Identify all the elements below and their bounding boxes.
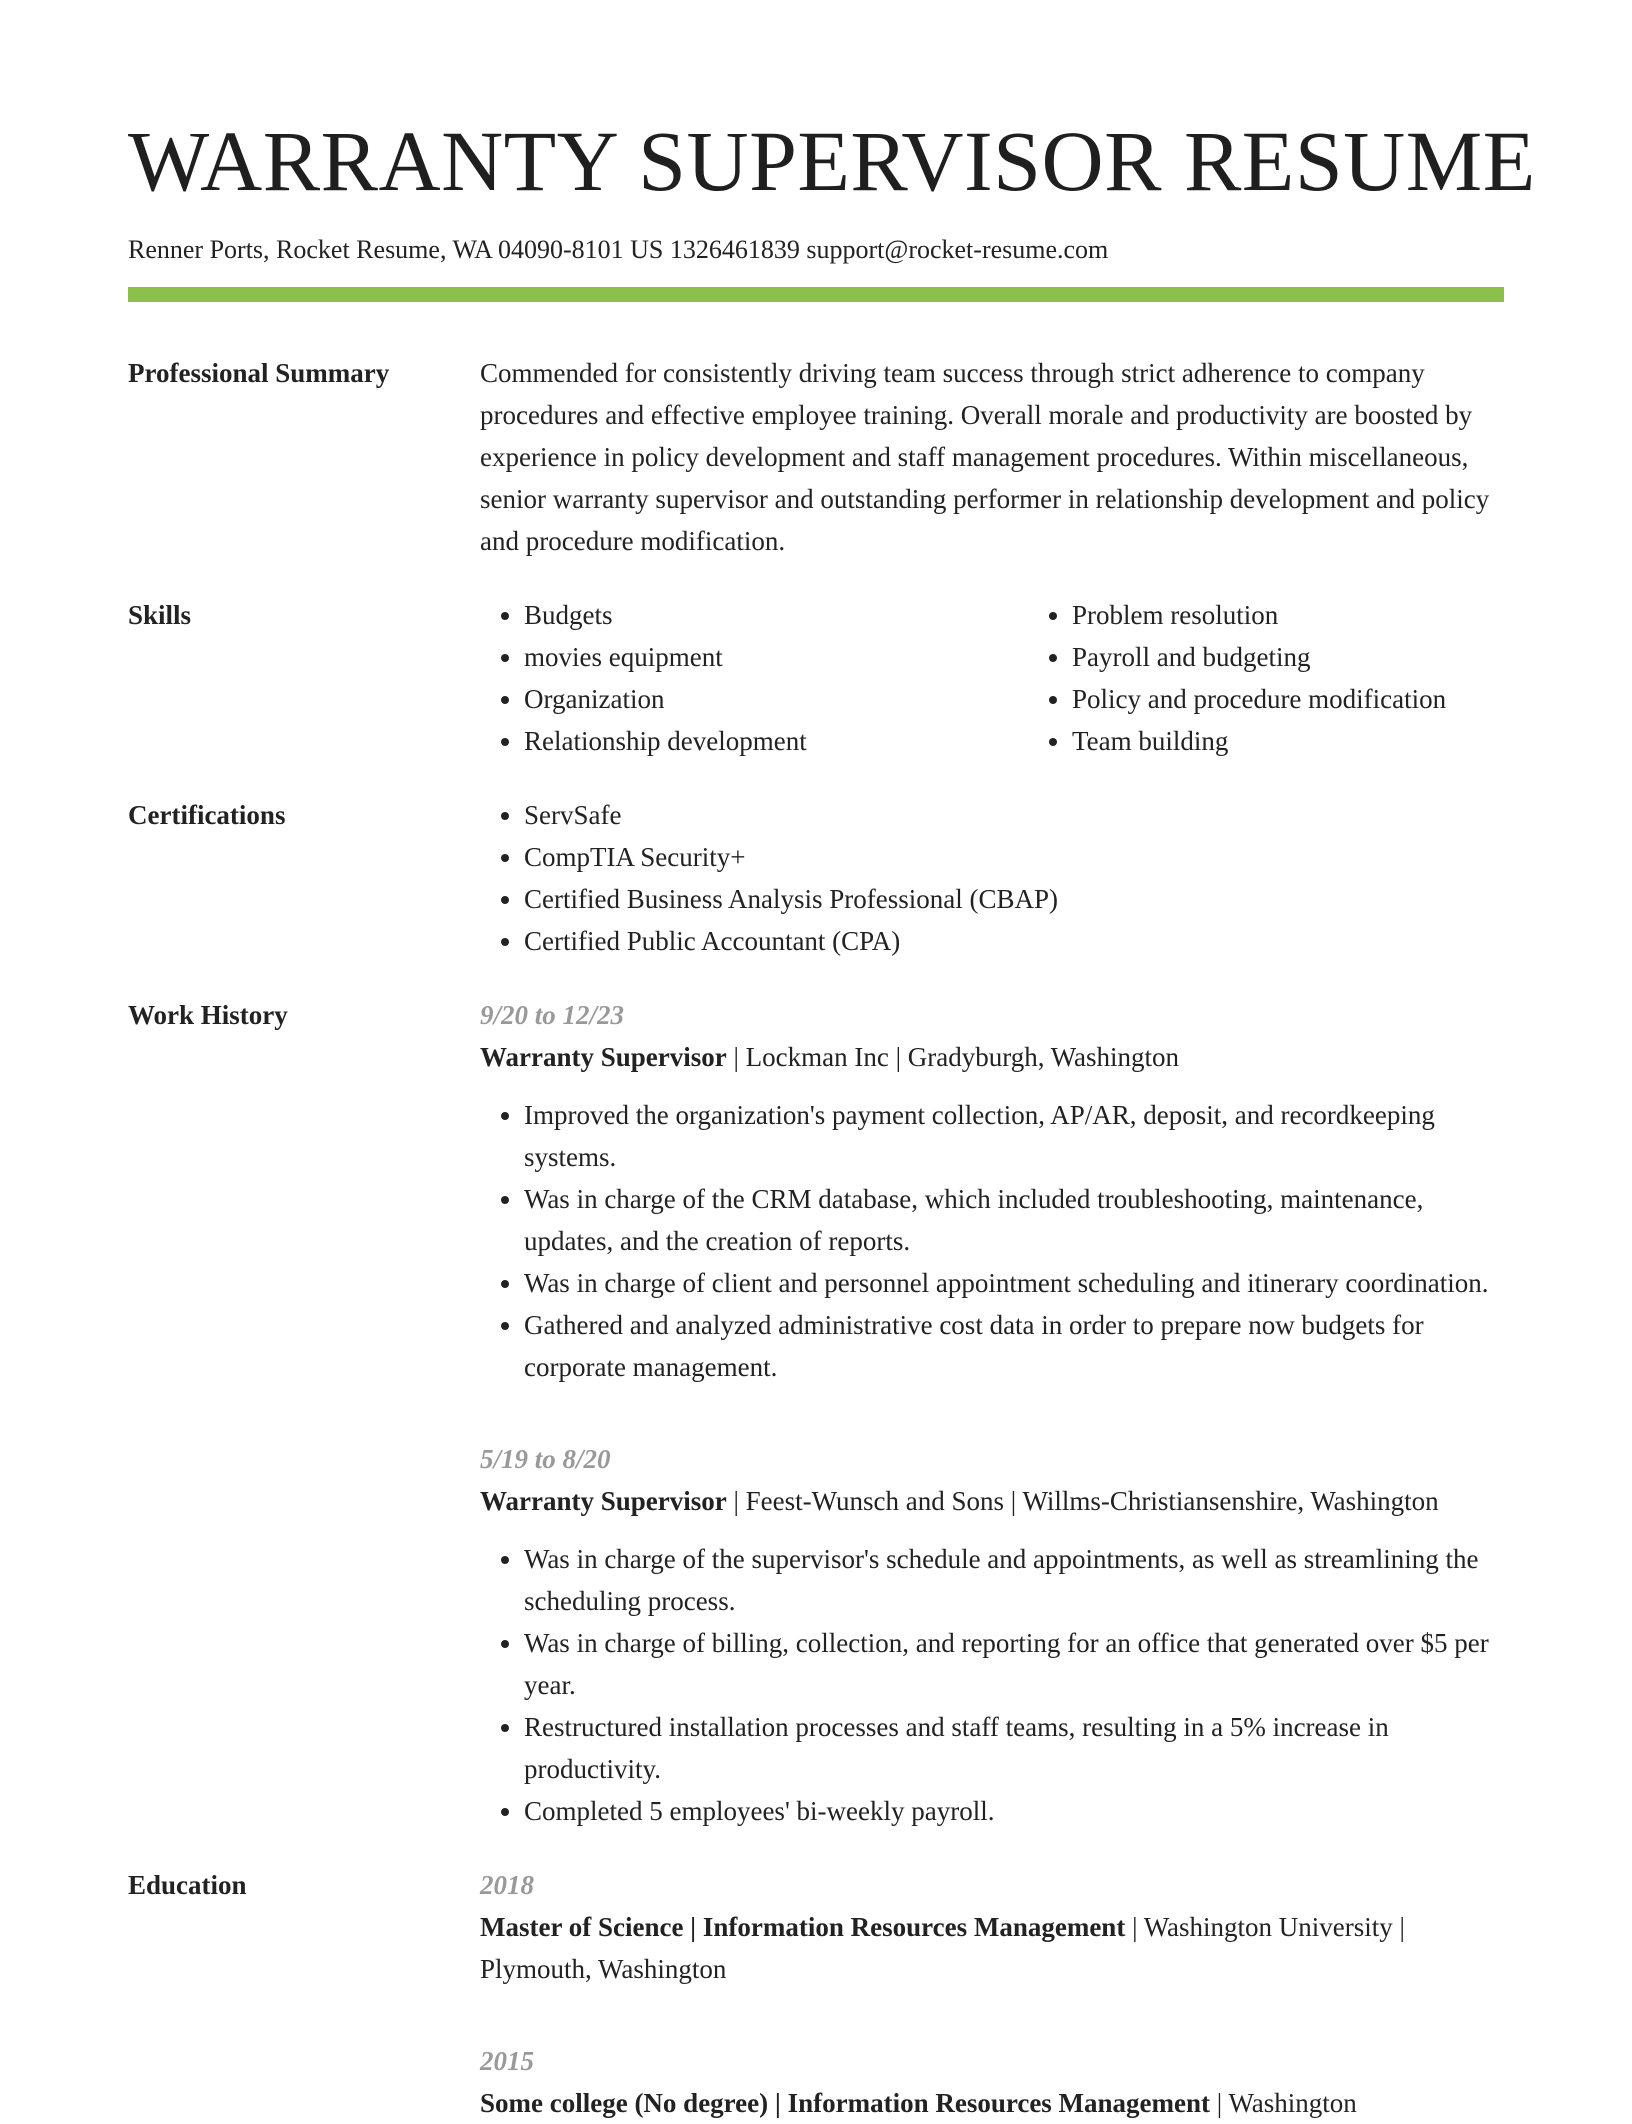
skill-item: • Problem resolution xyxy=(1072,594,1576,636)
skill-item: • Organization xyxy=(524,678,1028,720)
job-bullet: • Completed 5 employees' bi-weekly payroll. xyxy=(524,1790,1504,1832)
skill-item: • Team building xyxy=(1072,720,1576,762)
education-section xyxy=(128,1864,1504,2124)
section-label-summary: Professional Summary xyxy=(128,358,390,389)
resume-page xyxy=(128,113,1536,2124)
certifications-content xyxy=(480,794,1504,962)
certification-item: • ServSafe xyxy=(524,794,1504,836)
education-details: | Washington xyxy=(1210,2088,1357,2119)
job-entry xyxy=(480,994,1504,1388)
summary-section xyxy=(128,352,1504,562)
job-bullet: • Was in charge of the supervisor's schedule and appointments, as well as streamlining the scheduling process. xyxy=(524,1538,1504,1622)
job-heading xyxy=(480,1480,1504,1522)
work-history-content xyxy=(480,994,1504,1832)
certification-item: • Certified Public Accountant (CPA) xyxy=(524,920,1504,962)
certification-item: • CompTIA Security+ xyxy=(524,836,1504,878)
education-heading xyxy=(480,2082,1504,2124)
skill-item: • movies equipment xyxy=(524,636,1028,678)
education-details: | Washington University | Plymouth, Washington xyxy=(480,1912,1405,1985)
section-label-education: Education xyxy=(128,1870,247,1901)
education-entry xyxy=(480,2040,1504,2124)
job-bullet: • Was in charge of the CRM database, which included troubleshooting, maintenance, updates, and the creation of reports. xyxy=(524,1178,1504,1262)
skill-item: • Budgets xyxy=(524,594,1028,636)
skills-list-col2 xyxy=(1028,594,1576,762)
contact-line: Renner Ports, Rocket Resume, WA 04090-8101 US 1326461839 support@rocket-resume.com xyxy=(128,235,1109,264)
education-content xyxy=(480,1864,1504,2124)
education-degree: Some college (No degree) | Information Resources Management xyxy=(480,2088,1211,2119)
education-degree: Master of Science | Information Resources Management xyxy=(480,1912,1126,1943)
section-label-certifications: Certifications xyxy=(128,800,286,831)
job-details: | Feest-Wunsch and Sons | Willms-Christiansenshire, Washington xyxy=(726,1486,1439,1517)
skills-grid xyxy=(480,594,1576,762)
job-dates: 9/20 to 12/23 xyxy=(480,1000,625,1031)
job-bullet: • Gathered and analyzed administrative cost data in order to prepare now budgets for corporate management. xyxy=(524,1304,1504,1388)
job-bullet: • Improved the organization's payment collection, AP/AR, deposit, and recordkeeping systems. xyxy=(524,1094,1504,1178)
education-entry xyxy=(480,1864,1504,1990)
work-history-section xyxy=(128,994,1504,1832)
job-title: Warranty Supervisor xyxy=(480,1042,727,1073)
skills-list-col1 xyxy=(480,594,1028,762)
job-details: | Lockman Inc | Gradyburgh, Washington xyxy=(726,1042,1180,1073)
certifications-list xyxy=(480,794,1504,962)
job-bullets xyxy=(480,1538,1504,1832)
job-entry xyxy=(480,1438,1504,1832)
summary-text: Commended for consistently driving team success through strict adherence to company procedures and effective employee training. Overall morale and productivity are boosted by experience in policy development and staff management procedures. Within miscellaneous, senior warranty supervisor and outstanding performer in relationship development and policy and procedure modification. xyxy=(480,358,1490,557)
resume-title: WARRANTY SUPERVISOR RESUME xyxy=(128,113,1536,209)
skill-item: • Payroll and budgeting xyxy=(1072,636,1576,678)
skills-section xyxy=(128,594,1504,762)
section-label-work: Work History xyxy=(128,1000,288,1031)
header-divider xyxy=(128,287,1504,302)
certifications-section xyxy=(128,794,1504,962)
skill-item: • Policy and procedure modification xyxy=(1072,678,1576,720)
section-label-skills: Skills xyxy=(128,600,192,631)
certification-item: • Certified Business Analysis Professional (CBAP) xyxy=(524,878,1504,920)
skill-item: • Relationship development xyxy=(524,720,1028,762)
job-title: Warranty Supervisor xyxy=(480,1486,727,1517)
job-bullet: • Restructured installation processes and staff teams, resulting in a 5% increase in productivity. xyxy=(524,1706,1504,1790)
job-dates: 5/19 to 8/20 xyxy=(480,1444,611,1475)
education-heading xyxy=(480,1906,1504,1990)
education-year: 2015 xyxy=(480,2046,534,2077)
education-year: 2018 xyxy=(480,1870,534,1901)
job-heading xyxy=(480,1036,1504,1078)
job-bullet: • Was in charge of billing, collection, and reporting for an office that generated over $5 per year. xyxy=(524,1622,1504,1706)
job-bullet: • Was in charge of client and personnel appointment scheduling and itinerary coordination. xyxy=(524,1262,1504,1304)
job-bullets xyxy=(480,1094,1504,1388)
